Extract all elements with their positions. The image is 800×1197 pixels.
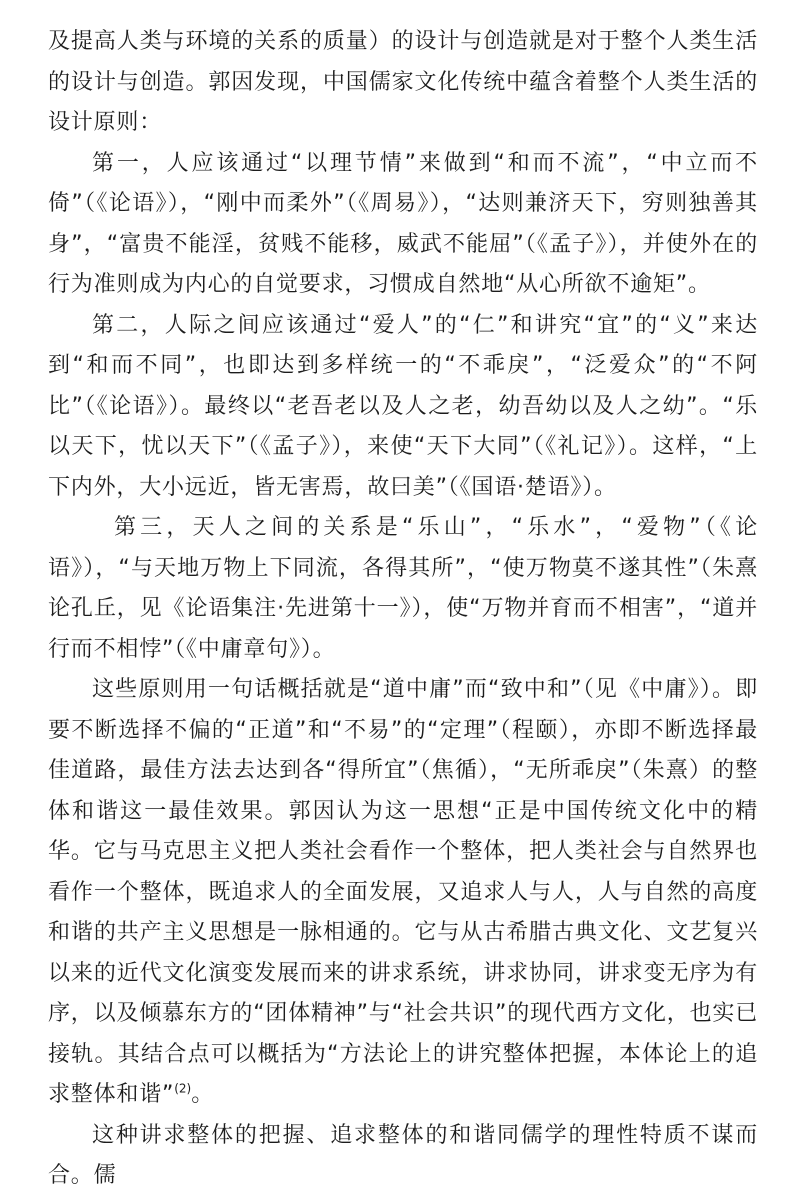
paragraph-principle-three: [48, 508, 758, 670]
paragraph-tail: 。: [191, 1082, 215, 1107]
paragraph-continuation: [48, 22, 758, 144]
paragraph-principle-one: [48, 144, 758, 306]
paragraph-text: 第一，人应该通过“以理节情”来做到“和而不流”，“中立而不倚”（《论语》），“刚中而柔外”（《周易》），“达则兼济天下，穷则独善其身”，“富贵不能淫，贫贱不能移，威武不能屈”（《孟子》），并使外在的行为准则成为内心的自觉要求，习惯成自然地“从心所欲不逾矩”。: [48, 150, 758, 297]
paragraph-text: 这些原则用一句话概括就是“道中庸”而“致中和”（见《中庸》）。即要不断选择不偏的“正道”和“不易”的“定理”（程颐），亦即不断选择最佳道路，最佳方法去达到各“得所宜”（焦循），“无所乖戾”（朱熹）的整体和谐这一最佳效果。郭因认为这一思想“正是中国传统文化中的精华。它与马克思主义把人类社会看作一个整体，把人类社会与自然界也看作一个整体，既追求人的全面发展，又追求人与人，人与自然的高度和谐的共产主义思想是一脉相通的。它与从古希腊古典文化、文艺复兴以来的近代文化演变发展而来的讲求系统，讲求协同，讲求变无序为有序，以及倾慕东方的“团体精神”与“社会共识”的现代西方文化，也实已接轨。其结合点可以概括为“方法论上的讲究整体把握，本体论上的追求整体和谐”: [48, 677, 758, 1107]
paragraph-last: [48, 1116, 758, 1197]
paragraph-text: 这种讲求整体的把握、追求整体的和谐同儒学的理性特质不谋而合。儒: [48, 1122, 758, 1188]
paragraph-text: 第三，天人之间的关系是“乐山”，“乐水”，“爱物”（《论语》），“与天地万物上下同流，各得其所”，“使万物莫不遂其性”（朱熹论孔丘，见《论语集注·先进第十一》），使“万物并育而不相害”，“道并行而不相悖”（《中庸章句》）。: [48, 515, 758, 662]
paragraph-summary: [48, 670, 758, 1116]
paragraph-principle-two: [48, 306, 758, 509]
paragraph-text: 第二，人际之间应该通过“爱人”的“仁”和讲究“宜”的“义”来达到“和而不同”，也即达到多样统一的“不乖戾”，“泛爱众”的“不阿比”（《论语》）。最终以“老吾老以及人之老，幼吾幼以及人之幼”。“乐以天下，忧以天下”（《孟子》），来使“天下大同”（《礼记》）。这样，“上下内外，大小远近，皆无害焉，故曰美”（《国语·楚语》）。: [48, 312, 758, 500]
paragraph-text: 及提高人类与环境的关系的质量）的设计与创造就是对于整个人类生活的设计与创造。郭因发现，中国儒家文化传统中蕴含着整个人类生活的设计原则：: [48, 29, 758, 135]
footnote-reference[interactable]: (2): [174, 1081, 192, 1096]
